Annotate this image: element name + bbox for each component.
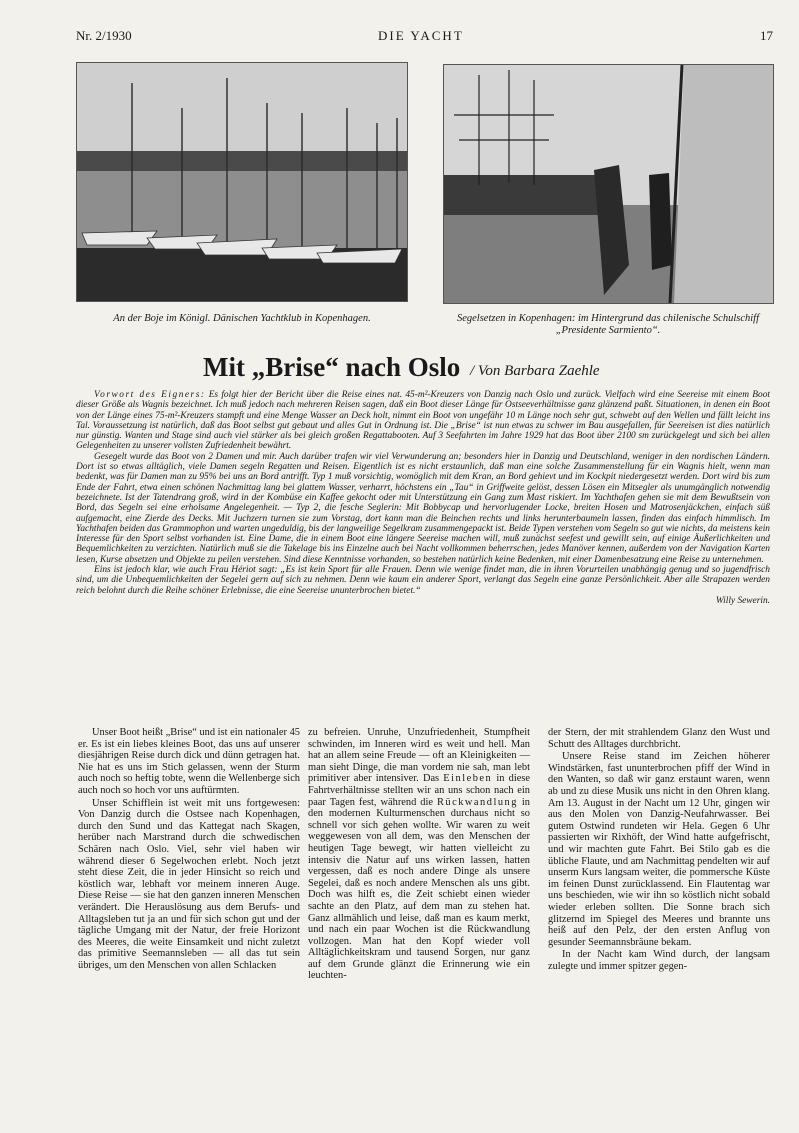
foreword-text-3: Eins ist jedoch klar, wie auch Frau Hériot sagt: „Es ist kein Sport für alle Frauen. Denn wie wenige findet man, die in ihren Vorurteilen unabhängig genug und so jugendfrisch sind, um die Unbequemlichkeiten der Segelei gern auf sich zu nehmen. Denn wie kaum ein anderer Sport, verlangt das Segeln eine ganze Persönlichkeit. Aber alle Strapazen werden reich belohnt durch die Reihe schöner Erlebnisse, die eine Seereise ununterbrochen bietet.“ <box>76 565 770 596</box>
moorings-photo-drawing <box>77 63 407 301</box>
page-number: 17 <box>760 28 773 43</box>
photo-caption-left: An der Boje im Königl. Dänischen Yachtklub in Kopenhagen. <box>113 313 371 324</box>
body-paragraph <box>308 727 530 982</box>
article-column-2 <box>308 727 530 983</box>
body-paragraph: Unser Schifflein ist weit mit uns fortgewesen: Von Danzig durch die Ostsee nach Kopenhagen, durch den Sund und das Kattegat nach Skagen, herüber nach Marstrand durch die schwedischen Schären nach Oslo. Viel, sehr viel haben wir während dieser 6 Segelwochen erlebt. Noch jetzt steht diese Zeit, die in jeder Hinsicht so reich und köstlich war, lebhaft vor meinem inneren Auge. Diese Reise — sie hat den ganzen inneren Menschen verändert. Die Herauslösung aus dem Berufs- und Alltagsleben tut ja an und für sich schon gut und der tägliche Umgang mit der Natur, der freie Horizont des Meeres, die weite Einsamkeit und nicht zuletzt das primitive Seemannsleben — all das tut sein übriges, um den Menschen von allen Schlacken <box>78 797 300 971</box>
body-paragraph: der Stern, der mit strahlendem Glanz den Wust und Schutt des Alltages durchbricht. <box>548 727 770 750</box>
article-byline: / Von Barbara Zaehle <box>470 363 600 379</box>
foreword-text-1: Es folgt hier der Bericht über die Reise eines nat. 45-m²-Kreuzers von Danzig nach Oslo und zurück. Vielfach wird eine Seereise mit einem Boot dieser Größe als Wagnis bezeichnet. Ich muß jedoch nach mehreren Reisen sagen, daß ein Boot dieser Länge für Ostseeverhältnisse ganz glänzend paßt. Situationen, in denen ein Boot von der Länge eines 75-m²-Kreuzers stampft und eine Menge Wasser an Deck holt, nimmt ein Boot von ungefähr 10 m Länge noch sehr gut, schwebt auf den Wellen und fällt leicht ins Tal. Voraussetzung ist natürlich, daß das Boot selbst gut gebaut und alles Gut in Ordnung ist. Die „Brise“ ist nun etwas zu schwer im Bau ausgefallen, für Seereisen ist dies natürlich nur günstig. Wanten und Stage sind auch viel stärker als bei gleich großen Regattabooten. Auf 3 Seefahrten im Jahre 1929 hat das Boot über 2100 sm zurückgelegt und sich bei allen Gelegenheiten zu unserer vollsten Zufriedenheit bewährt. <box>76 390 770 452</box>
foreword-paragraph <box>76 390 770 452</box>
body-paragraph: In der Nacht kam Wind durch, der langsam zulegte und immer spitzer gegen- <box>548 949 770 972</box>
foreword-signoff: Willy Sewerin. <box>715 595 770 606</box>
foreword-paragraph <box>76 565 770 606</box>
photo-setting-sails <box>443 64 774 304</box>
article-column-3 <box>548 727 770 973</box>
owner-foreword <box>76 390 770 606</box>
foreword-paragraph: Gesegelt wurde das Boot von 2 Damen und mir. Auch darüber trafen wir viel Verwunderung an; besonders hier in Danzig und Deutschland, weniger in den nordischen Ländern. Dort ist so etwas alltäglich, viele Damen segeln Regatten und Reisen. Eigentlich ist es nicht erstaunlich, daß man eine solche Zusammenstellung für ein Wagnis hielt, wenn man bedenkt, was für Damen man zu 95% bei uns an Bord antrifft. Typ 1 muß vorsichtig, womöglich mit dem Kran, an Bord gehievt und im Kockpit niedergesetzt werden. Dort wird bis zum Ende der Fahrt, etwa einen schönen Nachmittag lang bei glattem Wasser, verharrt, höchstens ein „Tau“ in Griffweite gelöst, dessen Lösen ein Mitsegler als unumgänglich notwendig bezeichnete. Ist der Tatendrang groß, wird in der Kombüse ein Kaffee gekocht oder mit Unterstützung ein Gang zum Mast riskiert. Im Yachthafen gehen sie mit dem Bewußtsein von Bord, das Segeln sei eine erholsame Angelegenheit. — Typ 2, die fesche Seglerin: Mit Bobbycap und hervorlugender Locke, breiten Hosen und Matrosenjäckchen, einfach süß aufgemacht, eine Zierde des Decks. Mit Juchzern turnen sie zum Vorstag, dort kann man die Beinchen rechts und links herunterbaumeln lassen, finden das einfach himmlisch. Im Yachthafen beiden das Grammophon und warten ungeduldig, bis der langweilige Segelkram zusammengepackt ist. Beide Typen verstehen vom Segeln so gut wie nichts, da meistens kein Interesse für den Sport selbst vorhanden ist. Eine Dame, die in einem Boot eine längere Seereise machen will, muß zunächst seefest und gewillt sein, auf einige Äußerlichkeiten und Bequemlichkeiten zu verzichten. Natürlich muß sie die Takelage bis ins Einzelne auch bei Nacht vollkommen beherrschen, jedes Manöver kennen, außerdem von der Navigation Karten lesen, Kurse absetzen und Objekte zu peilen verstehen. Sind diese Kenntnisse vorhanden, so bestehen natürlich keine Bedenken, mit einer Damenbesatzung eine Reise zu unternehmen. <box>76 451 770 565</box>
article-column-1 <box>78 727 300 972</box>
sails-photo-drawing <box>444 65 773 303</box>
body-text: in diese Fahrtverhältnisse stellten wir an uns schon nach ein paar Tagen fest, während die <box>308 773 530 808</box>
foreword-lead: Vorwort des Eigners: <box>94 390 206 400</box>
body-paragraph: Unsere Reise stand im Zeichen höherer Windstärken, fast ununterbrochen pfiff der Wind in den Wanten, so daß wir ganz erstaunt waren, wenn ab und zu diese Musik uns nicht in den Ohren klang. Am 13. August in der Nacht um 12 Uhr, gingen wir aus den Molen von Danzig-Neufahrwasser. Bei gutem Ostwind rundeten wir Hela. Gegen 6 Uhr passierten wir Rixhöft, der Wind hatte aufgefrischt, und wir machten gute Fahrt. Bei Stilo gab es die übliche Flaute, und am Nachmittag pendelten wir auf unserm Kurs langsam weiter, die pommersche Küste im feinen Dunst zurücklassend. Ein Flautentag war uns beschieden, wie wir ihn so köstlich nicht sobald wieder erleben sollten. Die Sonne brach sich glitzernd im Spiegel des Meeres und brannte uns heiß auf den Pelz, der den ersten Anflug von gesunder Seemannsbräune bekam. <box>548 751 770 948</box>
issue-number: Nr. 2/1930 <box>76 28 132 43</box>
article-heading <box>0 352 799 388</box>
magazine-title: DIE YACHT <box>378 28 464 43</box>
photo-caption-right: Segelsetzen in Kopenhagen: im Hintergrund das chilenische Schulschiff „Presidente Sarmiento“. <box>456 313 759 336</box>
body-text: in den modernen Kulturmenschen durchaus nicht so schnell vor sich gehen wollte. Wir waren zu weit weggewesen von all dem, was den Menschen der heutigen Tage bewegt, wir hatten vielleicht zu intensiv die Natur auf uns wirken lassen, hatten vergessen, daß es noch andere Dinge als unsere Segelei, daß es noch andere Menschen als uns gibt. Doch was hilft es, die Zeit schiebt einen wieder sachte an den Platz, auf dem man zu stehen hat. Ganz allmählich und leise, daß man es kaum merkt, und nach ein paar Wochen ist die Rückwandlung vollzogen. Man hat den Kopf wieder voll Alltäglichkeitskram und tausend Sorgen, nur ganz auf dem Grunde glänzt die Erinnerung wie ein leuchten- <box>308 796 531 982</box>
emphasized-word: Rückwandlung <box>437 796 518 808</box>
article-title: Mit „Brise“ nach Oslo <box>203 352 461 382</box>
author-name: Von Barbara Zaehle <box>477 363 600 379</box>
body-text: zu befreien. Unruhe, Unzufriedenheit, Stumpfheit schwinden, im Inneren wird es weit und hell. Man hat an allem seine Freude — oft an Kleinigkeiten — man sieht Dinge, die man vordem nie sah, man lebt primitiver aber intensiver. Das <box>308 727 530 785</box>
photo-yacht-club-moorings <box>76 62 408 302</box>
page-header <box>76 28 773 46</box>
body-paragraph: Unser Boot heißt „Brise“ und ist ein nationaler 45 er. Es ist ein liebes kleines Boot, das uns auf unserer diesjährigen Reise durch dick und dünn getragen hat. Nie hat es uns im Stich gelassen, wenn der Sturm auch noch so heftig tobte, wenn die Wellenberge sich auch noch so hoch vor uns auftürmten. <box>78 727 300 796</box>
emphasized-word: Einleben <box>443 773 493 785</box>
